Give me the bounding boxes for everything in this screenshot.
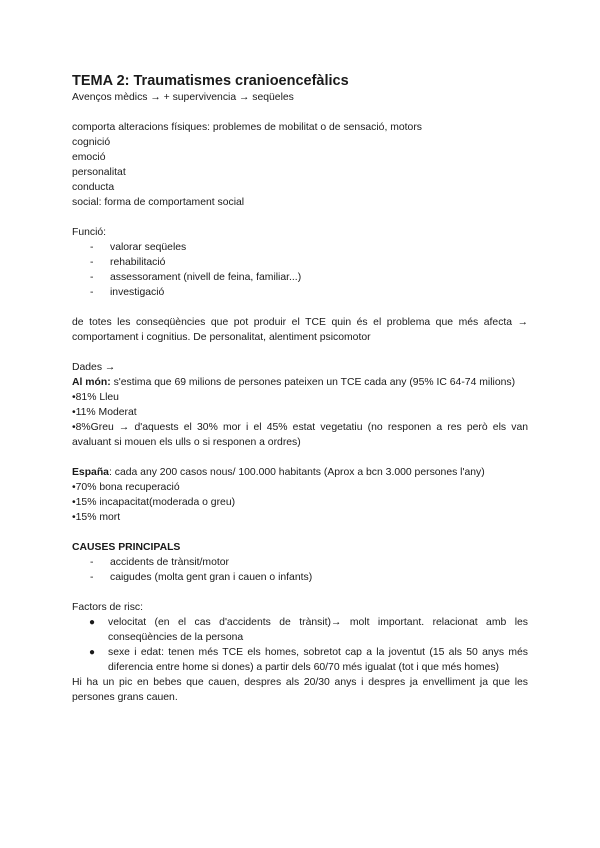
list-item: - assessorament (nivell de feina, familiar...) [90, 272, 302, 283]
bullet-marker: ● [89, 647, 96, 658]
mort-line: •15% mort [72, 512, 121, 523]
list-item: - rehabilitació [90, 257, 166, 268]
moderat-line: •11% Moderat [72, 407, 137, 418]
lleu-line: •81% Lleu [72, 392, 119, 403]
mon-text: s'estima que 69 milions de persones pateixen un TCE cada any (95% IC 64-74 milions) [113, 377, 516, 388]
espanya-label: España [72, 467, 109, 478]
alteracio-line: social: forma de comportament social [72, 197, 245, 208]
list-item: - investigació [90, 287, 165, 298]
document-body [72, 72, 528, 705]
dash-marker: - [90, 287, 94, 298]
recuperacio-line: •70% bona recuperació [72, 482, 180, 493]
list-item: ● sexe i edat: tenen més TCE els homes, sobretot cap a la joventut (15 als 50 anys més diferencia entre home si dones) a partir dels 60/70 més igualat (tot i que més homes) [89, 647, 528, 673]
greu-paragraph: •8%Greu → d'aquests el 30% mor i el 45% estat vegetatiu (no responen a res però els van avaluant si mouen els ulls o si responen a ordres) [72, 422, 528, 448]
incapacitat-line: •15% incapacitat(moderada o greu) [72, 497, 236, 508]
funcio-list [72, 240, 528, 300]
espanya-line [72, 465, 528, 480]
alteracio-line: emoció [72, 152, 106, 163]
page-title: TEMA 2: Traumatismes cranioencefàlics [72, 73, 349, 89]
alteracions-block [72, 120, 528, 210]
list-item: - valorar seqüeles [90, 242, 187, 253]
alteracio-line: conducta [72, 182, 115, 193]
alteracio-line: comporta alteracions físiques: problemes de mobilitat o de sensació, motors [72, 122, 422, 133]
mon-label: Al món: [72, 377, 111, 388]
consequencies-paragraph: de totes les conseqüències que pot produir el TCE quin és el problema que més afecta → comportament i cognitius. De personalitat, alentiment psicomotor [72, 317, 528, 343]
list-item: - caigudes (molta gent gran i cauen o infants) [90, 572, 313, 583]
dash-marker: - [90, 272, 94, 283]
dash-marker: - [90, 242, 94, 253]
bullet-marker: ● [89, 617, 96, 628]
funcio-heading: Funció: [72, 227, 107, 238]
dash-marker: - [90, 572, 94, 583]
espanya-text: : cada any 200 casos nous/ 100.000 habitants (Aprox a bcn 3.000 persones l'any) [108, 467, 485, 478]
factors-heading: Factors de risc: [72, 602, 144, 613]
intro-line: Avenços mèdics → + supervivencia → seqüeles [72, 92, 294, 103]
dades-heading: Dades → [72, 362, 116, 373]
mon-paragraph [72, 375, 528, 390]
causes-list [72, 555, 528, 585]
conclusio-paragraph: Hi ha un pic en bebes que cauen, despres als 20/30 anys i despres ja envelliment ja que les persones grans cauen. [72, 677, 528, 703]
factors-list [72, 615, 528, 675]
list-item: - accidents de trànsit/motor [90, 557, 229, 568]
causes-heading: CAUSES PRINCIPALS [72, 542, 181, 553]
alteracio-line: cognició [72, 137, 111, 148]
alteracio-line: personalitat [72, 167, 126, 178]
dash-marker: - [90, 257, 94, 268]
list-item: ● velocitat (en el cas d'accidents de trànsit)→ molt important. relacionat amb les conseqüències de la persona [89, 617, 528, 643]
dash-marker: - [90, 557, 94, 568]
